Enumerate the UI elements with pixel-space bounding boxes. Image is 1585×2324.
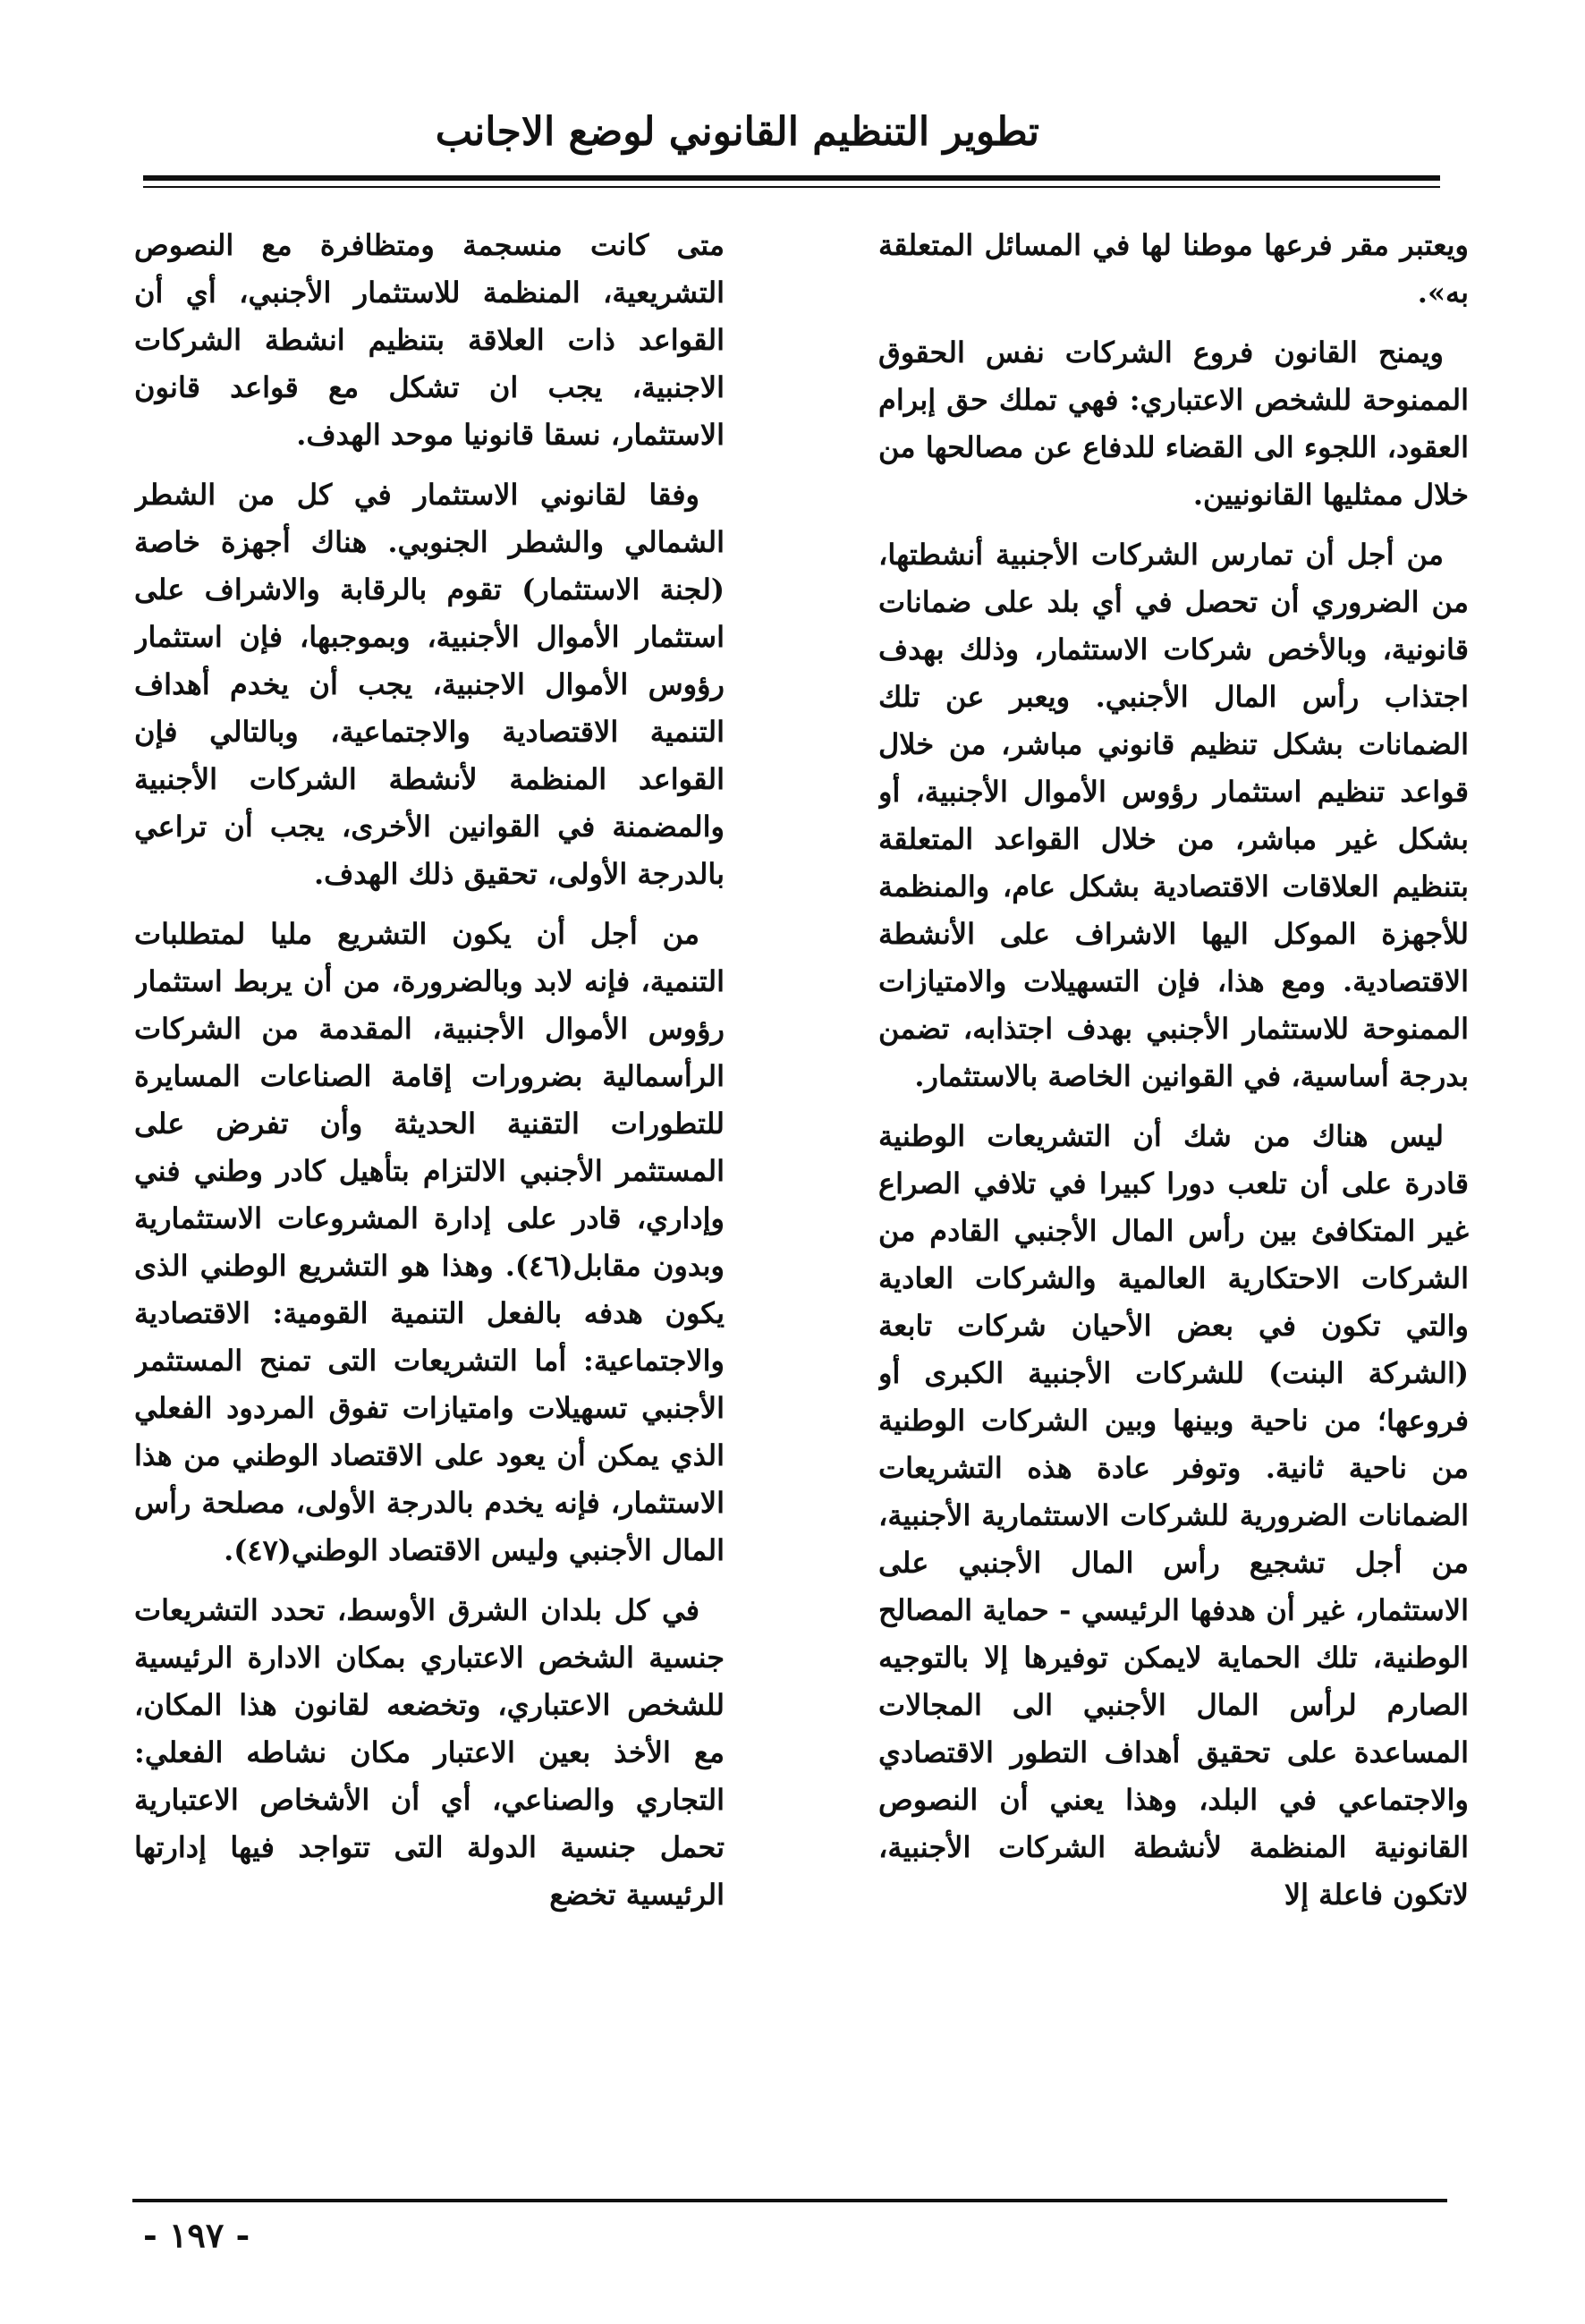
paragraph: ويعتبر مقر فرعها موطنا لها في المسائل المتعلقة به». <box>878 228 1469 310</box>
paragraph: متى كانت منسجمة ومتظافرة مع النصوص التشريعية، المنظمة للاستثمار الأجنبي، أي أن القواعد ذات العلاقة بتنظيم انشطة الشركات الاجنبية، يجب ان تشكل مع قواعد قانون الاستثمار، نسقا قانونيا موحد الهدف. <box>134 228 725 452</box>
paragraph: وفقا لقانوني الاستثمار في كل من الشطر الشمالي والشطر الجنوبي. هناك أجهزة خاصة (لجنة الاستثمار) تقوم بالرقابة والاشراف على استثمار الأموال الأجنبية، وبموجبها، فإن استثمار رؤوس الأموال الاجنبية، يجب أن يخدم أهداف التنمية الاقتصادية والاجتماعية، وبالتالي فإن القواعد المنظمة لأنشطة الشركات الأجنبية والمضمنة في القوانين الأخرى، يجب أن تراعي بالدرجة الأولى، تحقيق ذلك الهدف. <box>134 478 725 891</box>
footer-rule <box>132 2199 1447 2202</box>
header-rule-thin <box>143 186 1440 188</box>
paragraph: ليس هناك من شك أن التشريعات الوطنية قادرة على أن تلعب دورا كبيرا في تلافي الصراع غير المتكافئ بين رأس المال الأجنبي القادم من الشركات الاحتكارية العالمية والشركات العادية والتي تكون في بعض الأحيان شركات تابعة (الشركة البنت) للشركات الأجنبية الكبرى أو فروعها؛ من ناحية وبينها وبين الشركات الوطنية من ناحية ثانية. وتوفر عادة هذه التشريعات الضمانات الضرورية للشركات الاستثمارية الأجنبية، من أجل تشجيع رأس المال الأجنبي على الاستثمار، غير أن هدفها الرئيسي - حماية المصالح الوطنية، تلك الحماية لايمكن توفيرها إلا بالتوجيه الصارم لرأس المال الأجنبي الى المجالات المساعدة على تحقيق أهداف التطور الاقتصادي والاجتماعي في البلد، وهذا يعني أن النصوص القانونية المنظمة لأنشطة الشركات الأجنبية، لاتكون فاعلة إلا <box>878 1119 1469 1912</box>
paragraph: من أجل أن يكون التشريع مليا لمتطلبات التنمية، فإنه لابد وبالضرورة، من أن يربط استثمار رؤوس الأموال الأجنبية، المقدمة من الشركات الرأسمالية بضرورات إقامة الصناعات المسايرة للتطورات التقنية الحديثة وأن تفرض على المستثمر الأجنبي الالتزام بتأهيل كادر وطني فني وإداري، قادر على إدارة المشروعات الاستثمارية وبدون مقابل(٤٦). وهذا هو التشريع الوطني الذى يكون هدفه بالفعل التنمية القومية: الاقتصادية والاجتماعية: أما التشريعات التى تمنح المستثمر الأجنبي تسهيلات وامتيازات تفوق المردود الفعلي الذي يمكن أن يعود على الاقتصاد الوطني من هذا الاستثمار، فإنه يخدم بالدرجة الأولى، مصلحة رأس المال الأجنبي وليس الاقتصاد الوطني(٤٧). <box>134 917 725 1567</box>
text-column-right <box>878 222 1469 2190</box>
running-title: تطوير التنظيم القانوني لوضع الاجانب <box>435 109 1039 155</box>
paragraph: ويمنح القانون فروع الشركات نفس الحقوق الممنوحة للشخص الاعتباري: فهي تملك حق إبرام العقود، اللجوء الى القضاء للدفاع عن مصالحها من خلال ممثليها القانونيين. <box>878 335 1469 512</box>
paragraph: من أجل أن تمارس الشركات الأجنبية أنشطتها، من الضروري أن تحصل في أي بلد على ضمانات قانونية، وبالأخص شركات الاستثمار، وذلك بهدف اجتذاب رأس المال الأجنبي. ويعبر عن تلك الضمانات بشكل تنظيم قانوني مباشر، من خلال قواعد تنظيم استثمار رؤوس الأموال الأجنبية، أو بشكل غير مباشر، من خلال القواعد المتعلقة بتنظيم العلاقات الاقتصادية بشكل عام، والمنظمة للأجهزة الموكل اليها الاشراف على الأنشطة الاقتصادية. ومع هذا، فإن التسهيلات والامتيازات الممنوحة للاستثمار الأجنبي بهدف اجتذابه، تضمن بدرجة أساسية، في القوانين الخاصة بالاستثمار. <box>878 538 1469 1093</box>
header-rule-thick <box>143 175 1440 181</box>
page-number: - ١٩٧ - <box>143 2215 250 2255</box>
text-column-left <box>134 222 725 2190</box>
paragraph: في كل بلدان الشرق الأوسط، تحدد التشريعات جنسية الشخص الاعتباري بمكان الادارة الرئيسية للشخص الاعتباري، وتخضعه لقانون هذا المكان، مع الأخذ بعين الاعتبار مكان نشاطه الفعلي: التجاري والصناعي، أي أن الأشخاص الاعتبارية تحمل جنسية الدولة التى تتواجد فيها إدارتها الرئيسية تخضع <box>134 1593 725 1912</box>
